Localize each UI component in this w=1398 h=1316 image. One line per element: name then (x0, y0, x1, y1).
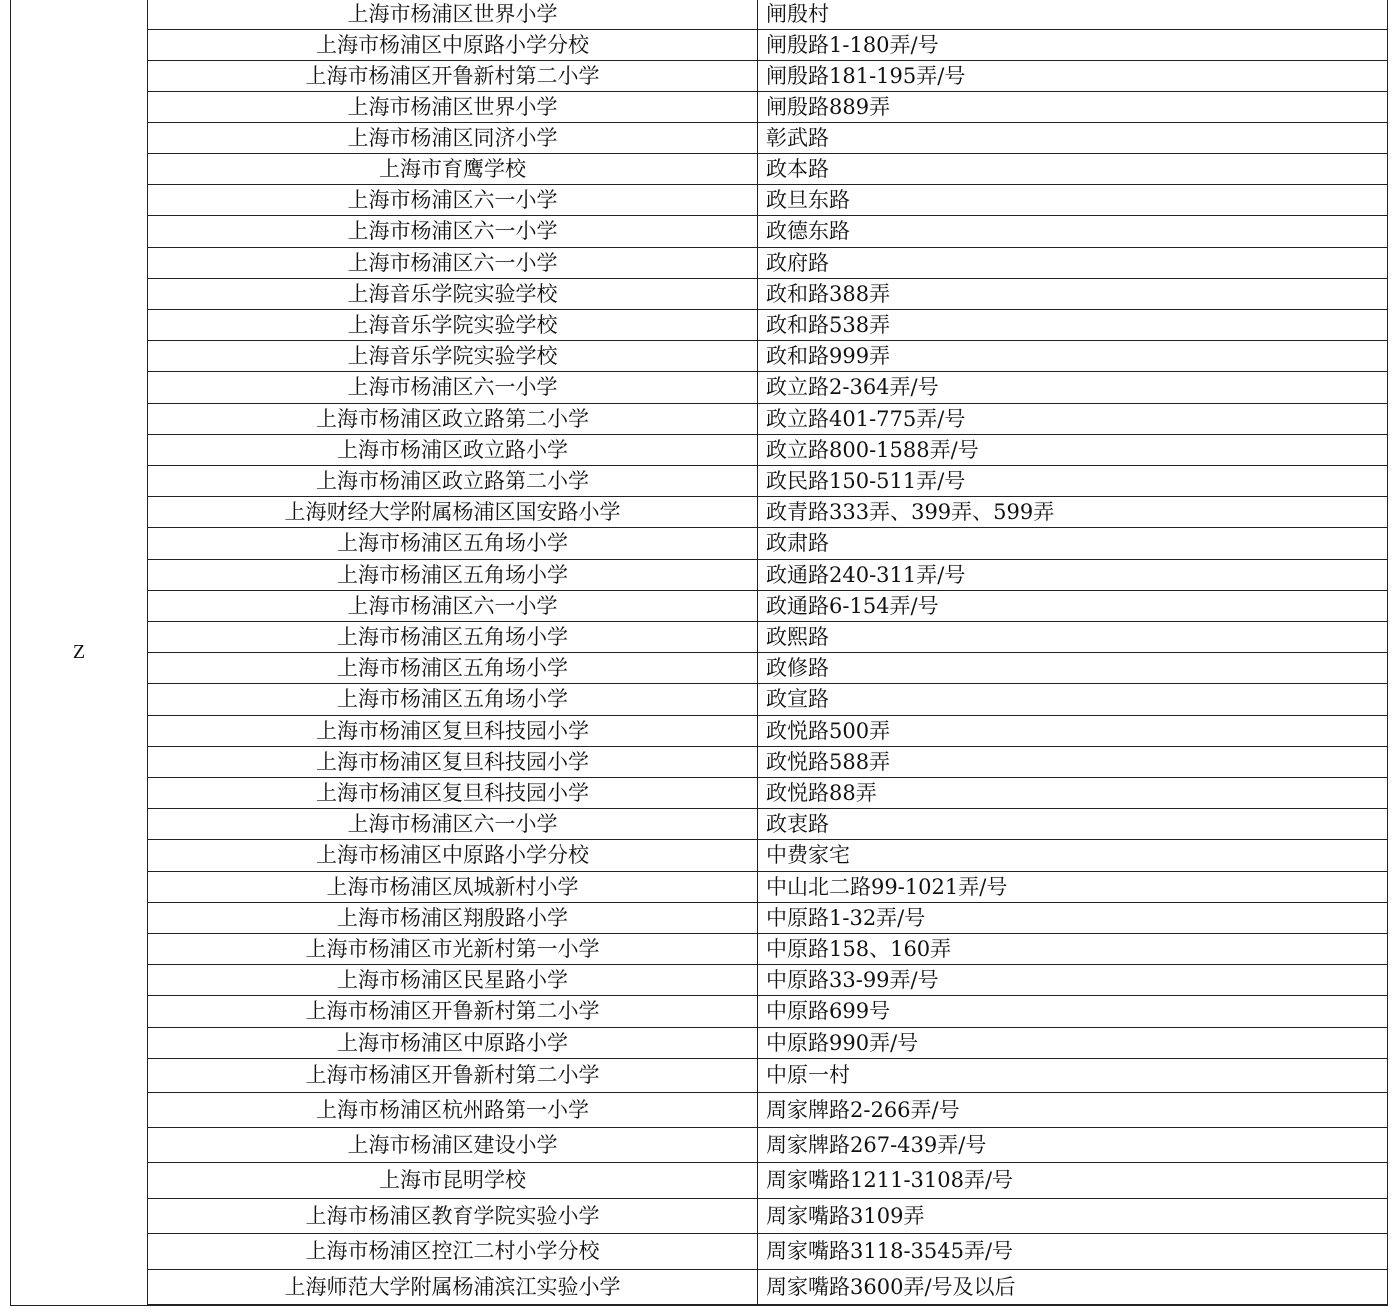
school-name-cell: 上海市杨浦区六一小学 (148, 809, 758, 839)
table-row (148, 435, 1387, 466)
address-cell: 政和路999弄 (766, 343, 891, 368)
address-cell: 周家牌路2-266弄/号 (766, 1097, 960, 1122)
table-row (148, 1234, 1387, 1270)
table-row (148, 123, 1387, 154)
address-cell: 政民路150-511弄/号 (766, 468, 966, 493)
table-row (148, 996, 1387, 1028)
school-name-cell: 上海市杨浦区五角场小学 (148, 528, 758, 559)
address-cell: 政通路6-154弄/号 (766, 593, 939, 618)
table-row (148, 965, 1387, 996)
table-row (148, 747, 1387, 778)
school-name-cell: 上海市杨浦区六一小学 (148, 216, 758, 247)
address-cell: 政肃路 (766, 531, 829, 555)
address-cell: 政修路 (766, 655, 829, 680)
address-cell: 中山北二路99-1021弄/号 (766, 874, 1008, 899)
school-district-table (10, 0, 1388, 1306)
school-name-cell: 上海市杨浦区建设小学 (148, 1128, 758, 1162)
table-row (148, 30, 1387, 61)
address-cell: 政立路800-1588弄/号 (766, 437, 979, 462)
address-cell: 政衷路 (766, 811, 829, 836)
school-name-cell: 上海市杨浦区政立路第二小学 (148, 466, 758, 496)
school-name-cell: 上海市杨浦区复旦科技园小学 (148, 716, 758, 746)
address-cell: 闸殷路1-180弄/号 (766, 32, 939, 57)
address-cell: 闸殷路181-195弄/号 (766, 63, 966, 88)
table-row (148, 216, 1387, 248)
school-name-cell: 上海音乐学院实验学校 (148, 341, 758, 371)
address-cell: 中原路1-32弄/号 (766, 905, 926, 930)
address-cell: 闸殷村 (766, 2, 829, 26)
table-row (148, 0, 1387, 30)
table-row (148, 591, 1387, 622)
table-row (148, 1270, 1387, 1305)
table-row (148, 528, 1387, 560)
table-row (148, 497, 1387, 528)
school-name-cell: 上海市杨浦区复旦科技园小学 (148, 747, 758, 777)
table-row (148, 1163, 1387, 1199)
school-name-cell: 上海市杨浦区开鲁新村第二小学 (148, 1059, 758, 1092)
address-cell: 政悦路88弄 (766, 780, 877, 805)
school-name-cell: 上海市杨浦区翔殷路小学 (148, 903, 758, 933)
address-cell: 政本路 (766, 156, 829, 181)
table-row (148, 248, 1387, 279)
address-cell: 政立路2-364弄/号 (766, 375, 939, 399)
school-name-cell: 上海市杨浦区政立路第二小学 (148, 404, 758, 434)
address-cell: 周家嘴路3600弄/号及以后 (766, 1274, 1016, 1299)
table-row (148, 809, 1387, 840)
address-cell: 政悦路500弄 (766, 718, 891, 743)
table-row (148, 934, 1387, 965)
school-name-cell: 上海市杨浦区杭州路第一小学 (148, 1093, 758, 1127)
table-row (148, 154, 1387, 185)
address-cell: 中原路699号 (766, 999, 891, 1023)
address-cell: 中原路990弄/号 (766, 1030, 919, 1055)
school-name-cell: 上海市杨浦区中原路小学分校 (148, 30, 758, 60)
school-name-cell: 上海音乐学院实验学校 (148, 310, 758, 340)
school-name-cell: 上海师范大学附属杨浦滨江实验小学 (148, 1270, 758, 1304)
table-row (148, 716, 1387, 747)
table-row (148, 1059, 1387, 1093)
table-row (148, 653, 1387, 684)
school-name-cell: 上海市杨浦区控江二村小学分校 (148, 1234, 758, 1269)
address-cell: 政通路240-311弄/号 (766, 562, 966, 587)
school-name-cell: 上海市杨浦区开鲁新村第二小学 (148, 61, 758, 91)
table-row (148, 279, 1387, 310)
address-cell: 周家嘴路1211-3108弄/号 (766, 1168, 1014, 1192)
address-cell: 周家牌路267-439弄/号 (766, 1132, 987, 1157)
table-row (148, 466, 1387, 497)
school-name-cell: 上海市杨浦区五角场小学 (148, 684, 758, 715)
table-row (148, 903, 1387, 934)
address-cell: 政和路388弄 (766, 281, 891, 306)
school-name-cell: 上海音乐学院实验学校 (148, 279, 758, 309)
address-cell: 彰武路 (766, 125, 829, 150)
school-name-cell: 上海市杨浦区六一小学 (148, 248, 758, 278)
address-cell: 政德东路 (766, 219, 850, 243)
address-cell: 周家嘴路3118-3545弄/号 (766, 1239, 1014, 1263)
school-name-cell: 上海市杨浦区六一小学 (148, 372, 758, 403)
table-row (148, 684, 1387, 716)
table-row (148, 185, 1387, 216)
school-name-cell: 上海市杨浦区市光新村第一小学 (148, 934, 758, 964)
table-row (148, 622, 1387, 653)
address-cell: 中原一村 (766, 1063, 850, 1087)
table-row (148, 872, 1387, 903)
table-row (148, 840, 1387, 872)
table-row (148, 560, 1387, 591)
school-name-cell: 上海市杨浦区五角场小学 (148, 622, 758, 652)
index-letter: Z (72, 641, 86, 663)
school-name-cell: 上海市杨浦区六一小学 (148, 591, 758, 621)
table-row (148, 341, 1387, 372)
address-cell: 政立路401-775弄/号 (766, 406, 966, 431)
table-row (148, 1199, 1387, 1234)
address-cell: 中原路158、160弄 (766, 936, 952, 961)
address-cell: 政和路538弄 (766, 312, 891, 337)
school-name-cell: 上海市杨浦区教育学院实验小学 (148, 1199, 758, 1233)
address-cell: 政青路333弄、399弄、599弄 (766, 499, 1055, 524)
table-row (148, 1128, 1387, 1163)
address-cell: 政旦东路 (766, 187, 850, 212)
table-row (148, 778, 1387, 809)
school-name-cell: 上海市育鹰学校 (148, 154, 758, 184)
school-name-cell: 上海财经大学附属杨浦区国安路小学 (148, 497, 758, 527)
table-row (148, 1093, 1387, 1128)
school-name-cell: 上海市杨浦区五角场小学 (148, 653, 758, 683)
school-name-cell: 上海市杨浦区五角场小学 (148, 560, 758, 590)
table-row (148, 310, 1387, 341)
school-name-cell: 上海市杨浦区世界小学 (148, 0, 758, 29)
table-row (148, 372, 1387, 404)
address-cell: 政熙路 (766, 624, 829, 649)
address-cell: 闸殷路889弄 (766, 94, 891, 119)
table-row (148, 1028, 1387, 1059)
address-cell: 周家嘴路3109弄 (766, 1203, 925, 1228)
school-name-cell: 上海市杨浦区开鲁新村第二小学 (148, 996, 758, 1027)
school-name-cell: 上海市杨浦区凤城新村小学 (148, 872, 758, 902)
school-name-cell: 上海市杨浦区复旦科技园小学 (148, 778, 758, 808)
address-cell: 政悦路588弄 (766, 749, 891, 774)
address-cell: 中费家宅 (766, 843, 850, 867)
table-row (148, 404, 1387, 435)
school-name-cell: 上海市杨浦区世界小学 (148, 92, 758, 122)
school-name-cell: 上海市杨浦区中原路小学 (148, 1028, 758, 1058)
address-cell: 政宣路 (766, 687, 829, 711)
table-row (148, 92, 1387, 123)
school-name-cell: 上海市昆明学校 (148, 1163, 758, 1198)
school-name-cell: 上海市杨浦区六一小学 (148, 185, 758, 215)
school-name-cell: 上海市杨浦区同济小学 (148, 123, 758, 153)
school-name-cell: 上海市杨浦区中原路小学分校 (148, 840, 758, 871)
school-name-cell: 上海市杨浦区民星路小学 (148, 965, 758, 995)
address-cell: 中原路33-99弄/号 (766, 967, 939, 992)
address-cell: 政府路 (766, 250, 829, 275)
school-name-cell: 上海市杨浦区政立路小学 (148, 435, 758, 465)
table-row (148, 61, 1387, 92)
index-letter-cell (11, 0, 148, 1305)
